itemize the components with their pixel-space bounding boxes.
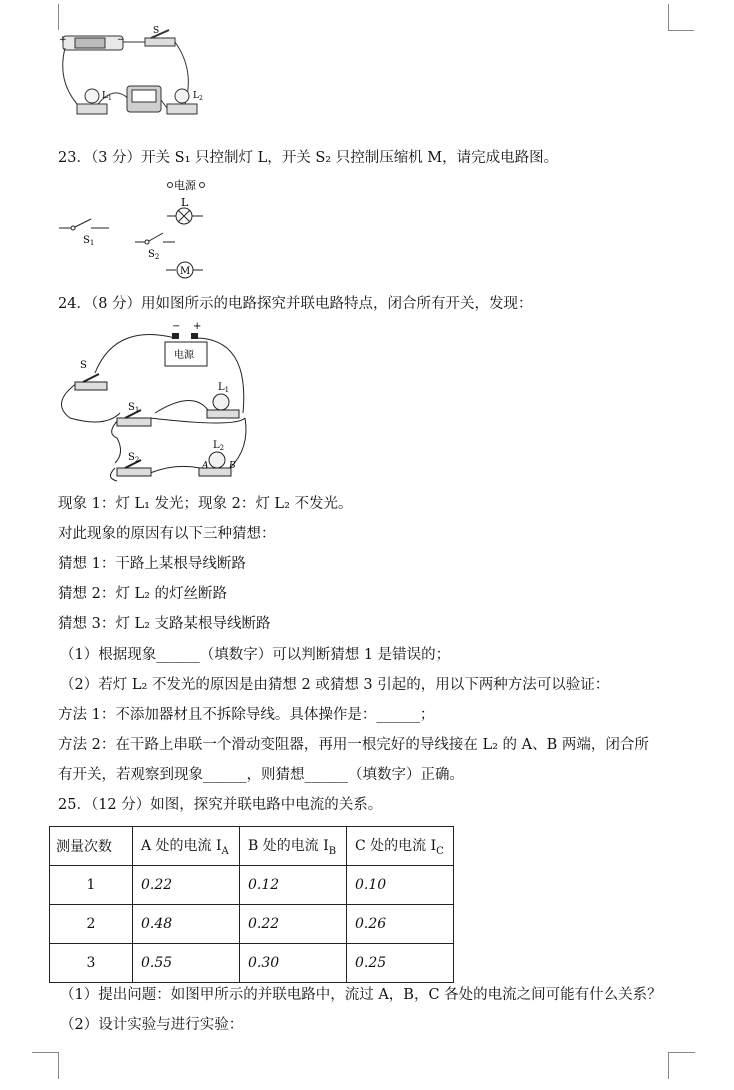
- q23-s1-label: $S_1$: [83, 235, 95, 247]
- q24-observation: 现象 1：灯 L₁ 发光；现象 2：灯 L₂ 不发光。: [58, 496, 353, 512]
- table-cell: 0.48: [133, 905, 240, 944]
- table-cell: 2: [50, 905, 133, 944]
- corner-mark-bottom-right: [668, 1052, 695, 1079]
- q24-method-2-line1: 方法 2：在干路上串联一个滑动变阻器，再用一根完好的导线接在 L₂ 的 A、B 两端，闭合所: [58, 737, 649, 753]
- q23-lamp-label: L: [181, 196, 189, 209]
- q24-plus: +: [193, 321, 202, 332]
- table-cell: 0.25: [347, 944, 454, 983]
- q24-part-2: （2）若灯 L₂ 不发光的原因是由猜想 2 或猜想 3 引起的，用以下两种方法可以验证：: [60, 677, 610, 693]
- q24-s2-label: $S_2$: [128, 452, 140, 464]
- table-cell: 0.26: [347, 905, 454, 944]
- q24-s1-label: $S_1$: [128, 402, 140, 414]
- q24-l2-label: $L_2$: [213, 440, 225, 452]
- q24-point-a: A: [202, 461, 209, 471]
- table-cell: 0.10: [347, 866, 454, 905]
- q24-guess-3: 猜想 3：灯 L₂ 支路某根导线断路: [58, 616, 271, 632]
- q22-switch-label: S: [153, 26, 160, 36]
- corner-mark-top-right-h: [668, 30, 694, 31]
- table-header-row: [50, 827, 454, 866]
- q24-circuit-figure: [55, 318, 255, 488]
- table-cell: 0.12: [240, 866, 347, 905]
- table-header-cell: A 处的电流 $I_A$: [133, 827, 240, 866]
- q24-method-2-line2: 有开关，若观察到现象______，则猜想______（填数字）正确。: [58, 767, 464, 783]
- table-cell: 0.22: [133, 866, 240, 905]
- table-row: [50, 866, 454, 905]
- table-header-cell: 测量次数: [50, 827, 133, 866]
- table-cell: 0.22: [240, 905, 347, 944]
- q24-guess-1: 猜想 1：干路上某根导线断路: [58, 556, 246, 572]
- corner-mark-bottom-left: [32, 1052, 59, 1079]
- q23-power-label: 电源: [174, 179, 196, 192]
- q24-point-b: B: [229, 461, 236, 471]
- q24-method-1: 方法 1：不添加器材且不拆除导线。具体操作是：______；: [58, 707, 435, 723]
- q23-s2-label: $S_2$: [148, 249, 160, 261]
- table-row: [50, 944, 454, 983]
- q23-circuit-components: [55, 175, 225, 285]
- table-cell: 0.55: [133, 944, 240, 983]
- table-header-cell: C 处的电流 $I_C$: [347, 827, 454, 866]
- q24-part-1: （1）根据现象______（填数字）可以判断猜想 1 是错误的；: [60, 647, 451, 663]
- q25-part-2: （2）设计实验与进行实验：: [60, 1017, 244, 1033]
- q24-minus: −: [172, 321, 181, 332]
- q24-guess-2: 猜想 2：灯 L₂ 的灯丝断路: [58, 586, 227, 602]
- table-cell: 3: [50, 944, 133, 983]
- q22-lamp1-label: $L_1$: [102, 91, 112, 102]
- q23-question: 23．（3 分）开关 S₁ 只控制灯 L，开关 S₂ 只控制压缩机 M，请完成电路图。: [58, 150, 559, 166]
- corner-mark-top-right: [668, 4, 695, 30]
- q24-question: 24．（8 分）用如图所示的电路探究并联电路特点，闭合所有开关，发现：: [58, 296, 533, 312]
- q23-motor-label: M: [180, 266, 191, 277]
- table-header-cell: B 处的电流 $I_B$: [240, 827, 347, 866]
- q24-causes-intro: 对此现象的原因有以下三种猜想：: [58, 526, 276, 542]
- table-cell: 0.30: [240, 944, 347, 983]
- q22-circuit-figure: [55, 0, 203, 125]
- q25-current-table: [49, 826, 454, 983]
- q25-question: 25．（12 分）如图，探究并联电路中电流的关系。: [58, 797, 383, 813]
- q24-s-label: S: [80, 360, 87, 371]
- battery-plus: +: [59, 35, 67, 45]
- table-cell: 1: [50, 866, 133, 905]
- q22-lamp2-label: $L_2$: [193, 91, 203, 102]
- q24-power-label: 电源: [174, 350, 194, 361]
- battery-minus: −: [117, 35, 125, 45]
- q24-l1-label: $L_1$: [218, 382, 230, 394]
- table-row: [50, 905, 454, 944]
- q25-part-1: （1）提出问题：如图甲所示的并联电路中，流过 A，B，C 各处的电流之间可能有什么关系？: [60, 987, 662, 1003]
